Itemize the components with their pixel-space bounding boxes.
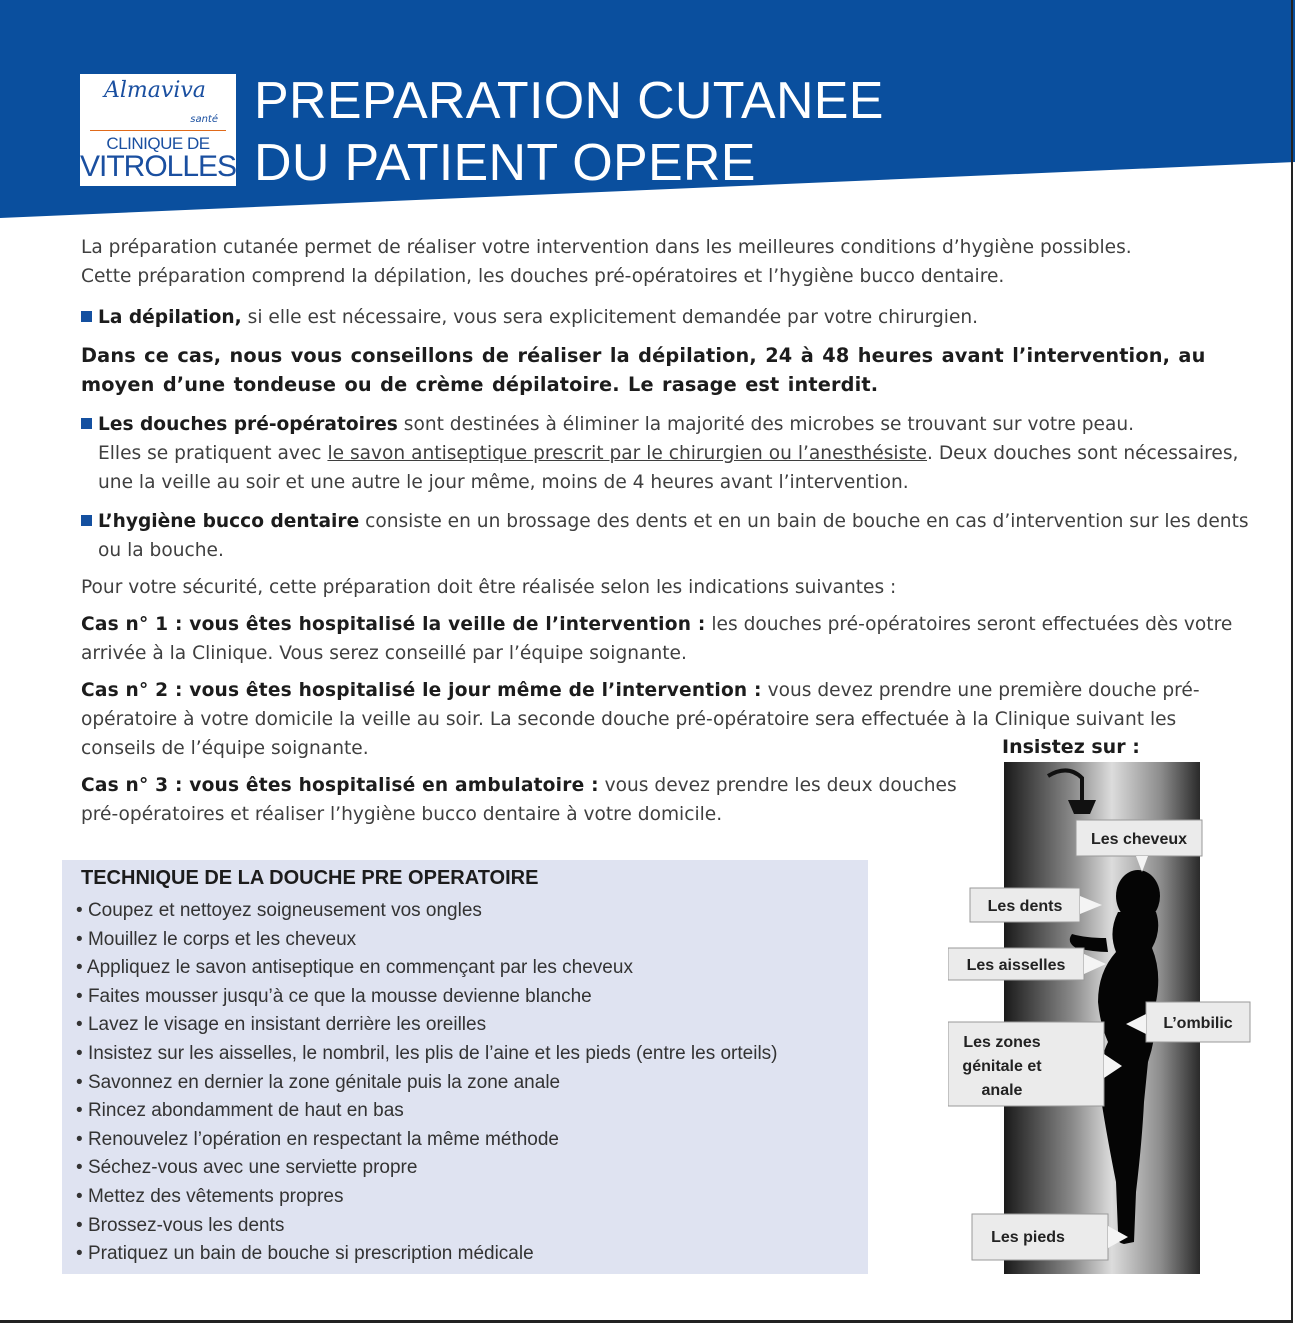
hygiene-label: L’hygiène bucco dentaire [98,511,360,532]
cas-2-text: vous devez prendre une première douche pré-opératoire à votre domicile la veille au soir. La seconde douche pré-opératoire sera effectuée à la Clinique suivant les conseils de l’équipe soignante. [81,680,1200,759]
list-item: • Renouvelez l’opération en respectant la même méthode [76,1126,778,1155]
technique-title: TECHNIQUE DE LA DOUCHE PRE OPERATOIRE [81,867,539,889]
cas-2-label: Cas n° 2 : vous êtes hospitalisé le jour même de l’intervention : [81,680,762,701]
depilation-warning: Dans ce cas, nous vous conseillons de réaliser la dépilation, 24 à 48 heures avant l’intervention, au moyen d’une tondeuse ou de crème dépilatoire. Le rasage est interdit. [81,344,1206,396]
list-item: • Rincez abondamment de haut en bas [76,1097,778,1126]
securite-paragraph: Pour votre sécurité, cette préparation doit être réalisée selon les indications suivantes : [81,577,897,598]
logo-line2: VITROLLES [80,150,237,183]
label-aisselles-text: Les aisselles [966,957,1066,974]
list-item: • Pratiquez un bain de bouche si prescription médicale [76,1240,778,1269]
list-item: • Faites mousser jusqu’à ce que la mousse devienne blanche [76,983,778,1012]
logo-brand-sub: santé [190,114,218,125]
label-cheveux-text: Les cheveux [1090,831,1188,848]
logo-brand: Almaviva [104,78,206,103]
intro-line2: Cette préparation comprend la dépilation, les douches pré-opératoires et l’hygiène bucco dentaire. [81,266,1005,287]
list-item: • Savonnez en dernier la zone génitale puis la zone anale [76,1069,778,1098]
douches-text2-post: . Deux douches sont nécessaires, une la veille au soir et une autre le jour même, moins de 4 heures avant l’intervention. [98,443,1239,493]
depilation-text: si elle est nécessaire, vous sera explicitement demandée par votre chirurgien. [241,307,979,328]
list-item: • Mettez des vêtements propres [76,1183,778,1212]
label-ombilic-text: L’ombilic [1163,1015,1233,1032]
cas-3-text: vous devez prendre les deux douches pré-opératoires et réaliser l’hygiène bucco dentaire à votre domicile. [81,775,957,825]
figure-heading: Insistez sur : [1002,736,1140,758]
intro-line1: La préparation cutanée permet de réaliser votre intervention dans les meilleures conditions d’hygiène possibles. [81,237,1132,258]
logo-line1: CLINIQUE DE [106,134,210,153]
douches-label: Les douches pré-opératoires [98,414,398,435]
list-item: • Séchez-vous avec une serviette propre [76,1154,778,1183]
douches-text2-underlined: le savon antiseptique prescrit par le chirurgien ou l’anesthésiste [327,443,927,464]
list-item: • Mouillez le corps et les cheveux [76,926,778,955]
hygiene-text: consiste en un brossage des dents et en un bain de bouche en cas d’intervention sur les dents ou la bouche. [98,511,1249,561]
list-item: • Lavez le visage en insistant derrière les oreilles [76,1011,778,1040]
cas-1-label: Cas n° 1 : vous êtes hospitalisé la veille de l’intervention : [81,614,706,635]
cas-1-text: les douches pré-opératoires seront effectuées dès votre arrivée à la Clinique. Vous serez conseillé par l’équipe soignante. [81,614,1233,664]
label-zones-l2: génitale et [962,1058,1042,1075]
label-pieds-text: Les pieds [991,1229,1065,1246]
list-item: • Appliquez le savon antiseptique en commençant par les cheveux [76,954,778,983]
list-item: • Insistez sur les aisselles, le nombril, les plis de l’aine et les pieds (entre les orteils) [76,1040,778,1069]
douches-text1: sont destinées à éliminer la majorité des microbes se trouvant sur votre peau. [397,414,1135,435]
page-title-line1: PREPARATION CUTANEE [254,72,884,130]
cas-3-label: Cas n° 3 : vous êtes hospitalisé en ambulatoire : [81,775,599,796]
label-zones-l3: anale [981,1082,1023,1099]
page-title-line2: DU PATIENT OPERE [254,134,756,192]
depilation-label: La dépilation, [98,307,242,328]
label-zones-l1: Les zones [963,1034,1041,1051]
list-item: • Coupez et nettoyez soigneusement vos ongles [76,897,778,926]
douches-text2-pre: Elles se pratiquent avec [98,443,328,464]
label-dents-text: Les dents [987,898,1063,915]
list-item: • Brossez-vous les dents [76,1212,778,1241]
